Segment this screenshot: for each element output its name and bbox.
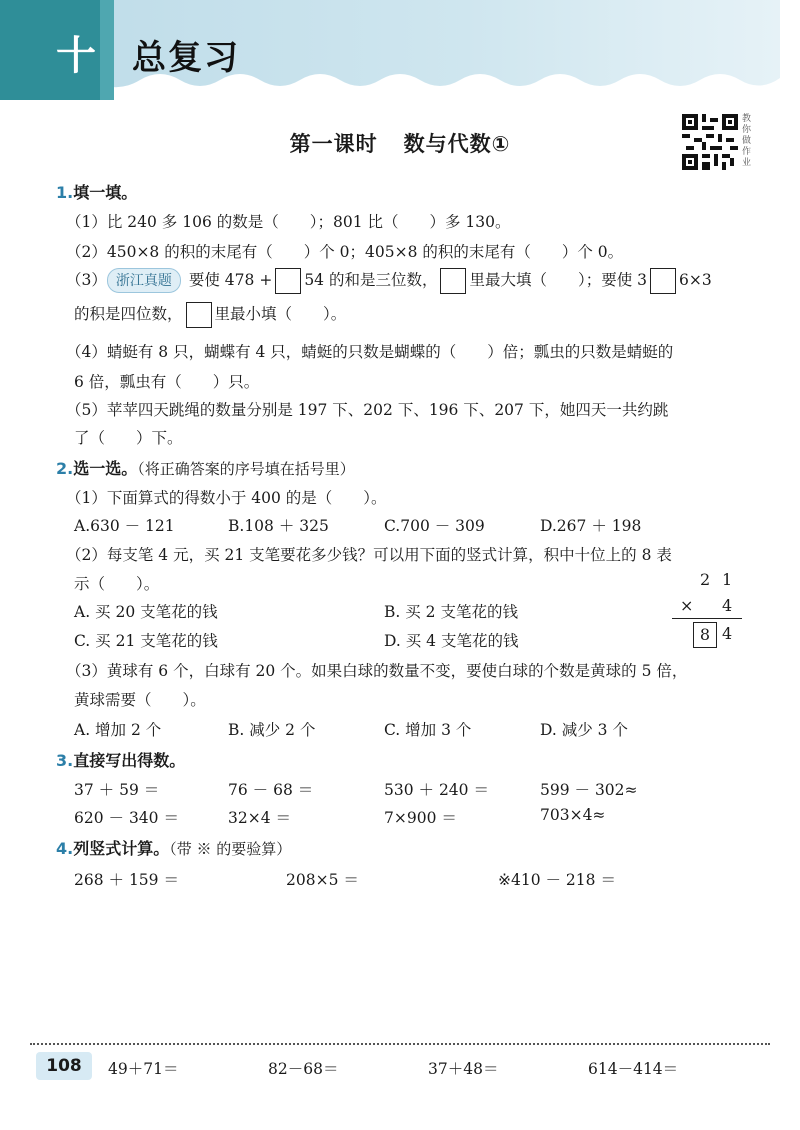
s2-question-1: （1）下面算式的得数小于 400 的是（ ）。 [66,489,387,507]
s3-item: 32×4 ＝ [228,809,291,827]
section-heading: 直接写出得数。 [73,751,186,770]
section-number: 2. [56,459,74,478]
s2-q2-option-d[interactable]: D. 买 4 支笔花的钱 [384,632,519,650]
q3-text-b: 54 的和是三位数， [304,271,438,289]
s2-question-2-line-1: （2）每支笔 4 元，买 21 支笔要花多少钱？可以用下面的竖式计算，积中十位上的 8 表 [66,546,672,564]
section-number: 1. [56,183,74,202]
chapter-header [0,0,800,110]
s3-item: 37 ＋ 59 ＝ [74,781,160,799]
s2-question-3-line-1: （3）黄球有 6 个，白球有 20 个。如果白球的数量不变，要使白球的个数是黄球的 5 倍， [66,662,688,680]
s2-q3-option-d[interactable]: D. 减少 3 个 [540,721,628,739]
header-wave-background [0,0,800,110]
footer-mental-math: 49＋71＝ [108,1060,179,1078]
q3-text-f: 里最小填（ ）。 [214,305,347,323]
multiplier-digit: 4 [722,596,733,615]
section-2-title [56,456,355,479]
s1-question-2: （2）450×8 的积的末尾有（ ）个 0；405×8 的积的末尾有（ ）个 0。 [66,243,624,261]
s2-question-2-line-2: 示（ ）。 [74,575,160,593]
s1-question-4-line-2: 6 倍，瓢虫有（ ）只。 [74,373,260,391]
chapter-number: 十 [56,33,96,79]
top-digit: 1 [722,570,733,589]
section-1-title [56,180,137,203]
page-number: 108 [36,1052,92,1080]
section-number: 4. [56,839,74,858]
s1-question-4-line-1: （4）蜻蜓有 8 只，蝴蝶有 4 只，蜻蜓的只数是蝴蝶的（ ）倍；瓢虫的只数是蜻蜓的 [66,343,674,361]
section-heading: 选一选。 [73,459,138,478]
s2-question-3-line-2: 黄球需要（ ）。 [74,691,206,709]
footer-dotted-divider [30,1043,770,1045]
s2-q2-option-a[interactable]: A. 买 20 支笔花的钱 [74,603,218,621]
section-heading: 列竖式计算。 [73,839,170,858]
s1-question-5-line-1: （5）苹苹四天跳绳的数量分别是 197 下、202 下、196 下、207 下，她四天一共约跳 [66,401,669,419]
answer-box[interactable] [650,268,676,294]
s3-item: 76 － 68 ＝ [228,781,314,799]
s3-item: 599 － 302≈ [540,781,638,799]
s2-q3-option-a[interactable]: A. 增加 2 个 [74,721,162,739]
calc-rule [672,618,742,619]
section-heading: 填一填。 [73,183,138,202]
q3-text-d: 6×3 [679,271,712,289]
s2-q1-option-d[interactable]: D.267 ＋ 198 [540,517,642,535]
s3-item: 7×900 ＝ [384,809,457,827]
answer-box[interactable] [440,268,466,294]
s4-item: 268 ＋ 159 ＝ [74,871,179,889]
lesson-title [0,128,800,158]
q3-text-a: 要使 478 + [188,271,273,289]
section-note: （带 ※ 的要验算） [169,840,292,858]
s2-q1-option-b[interactable]: B.108 ＋ 325 [228,517,329,535]
boxed-result-digit: 8 [693,622,717,648]
s3-item: 703×4≈ [540,806,606,824]
q3-text-c: 里最大填（ ）；要使 3 [469,271,648,289]
s2-q1-option-a[interactable]: A.630 － 121 [74,517,175,535]
s1-question-3-line-1 [66,268,712,294]
section-number: 3. [56,751,74,770]
s2-q3-option-b[interactable]: B. 减少 2 个 [228,721,316,739]
s2-q1-option-c[interactable]: C.700 － 309 [384,517,485,535]
s3-item: 620 － 340 ＝ [74,809,179,827]
vertical-multiplication [672,570,742,650]
section-4-title [56,836,291,859]
answer-box[interactable] [186,302,212,328]
footer-mental-math: 37＋48＝ [428,1060,499,1078]
s2-q2-option-b[interactable]: B. 买 2 支笔花的钱 [384,603,518,621]
footer-mental-math: 614－414＝ [588,1060,679,1078]
s1-question-3-line-2 [74,302,346,328]
result-digit: 4 [722,624,733,643]
qr-caption: 教你做作业 [742,114,752,168]
answer-box[interactable] [275,268,301,294]
section-note: （将正确答案的序号填在括号里） [137,460,355,478]
s2-q3-option-c[interactable]: C. 增加 3 个 [384,721,472,739]
q3-text-e: 的积是四位数， [74,305,183,323]
s1-question-1: （1）比 240 多 106 的数是（ ）；801 比（ ）多 130。 [66,213,511,231]
times-sign: × [680,596,694,615]
s3-item: 530 ＋ 240 ＝ [384,781,489,799]
chapter-title: 总复习 [132,38,240,78]
question-label: （3） [66,271,107,289]
s2-q2-option-c[interactable]: C. 买 21 支笔花的钱 [74,632,218,650]
qr-code-icon[interactable] [682,114,738,170]
top-digit: 2 [700,570,711,589]
s1-question-5-line-2: 了（ ）下。 [74,429,183,447]
section-3-title [56,748,185,771]
zhejiang-exam-tag: 浙江真题 [107,268,181,293]
s4-item: ※410 － 218 ＝ [498,871,616,889]
lesson-number: 第一课时 [289,132,378,156]
lesson-topic: 数与代数① [403,132,511,156]
s4-item: 208×5 ＝ [286,871,359,889]
footer-mental-math: 82－68＝ [268,1060,339,1078]
